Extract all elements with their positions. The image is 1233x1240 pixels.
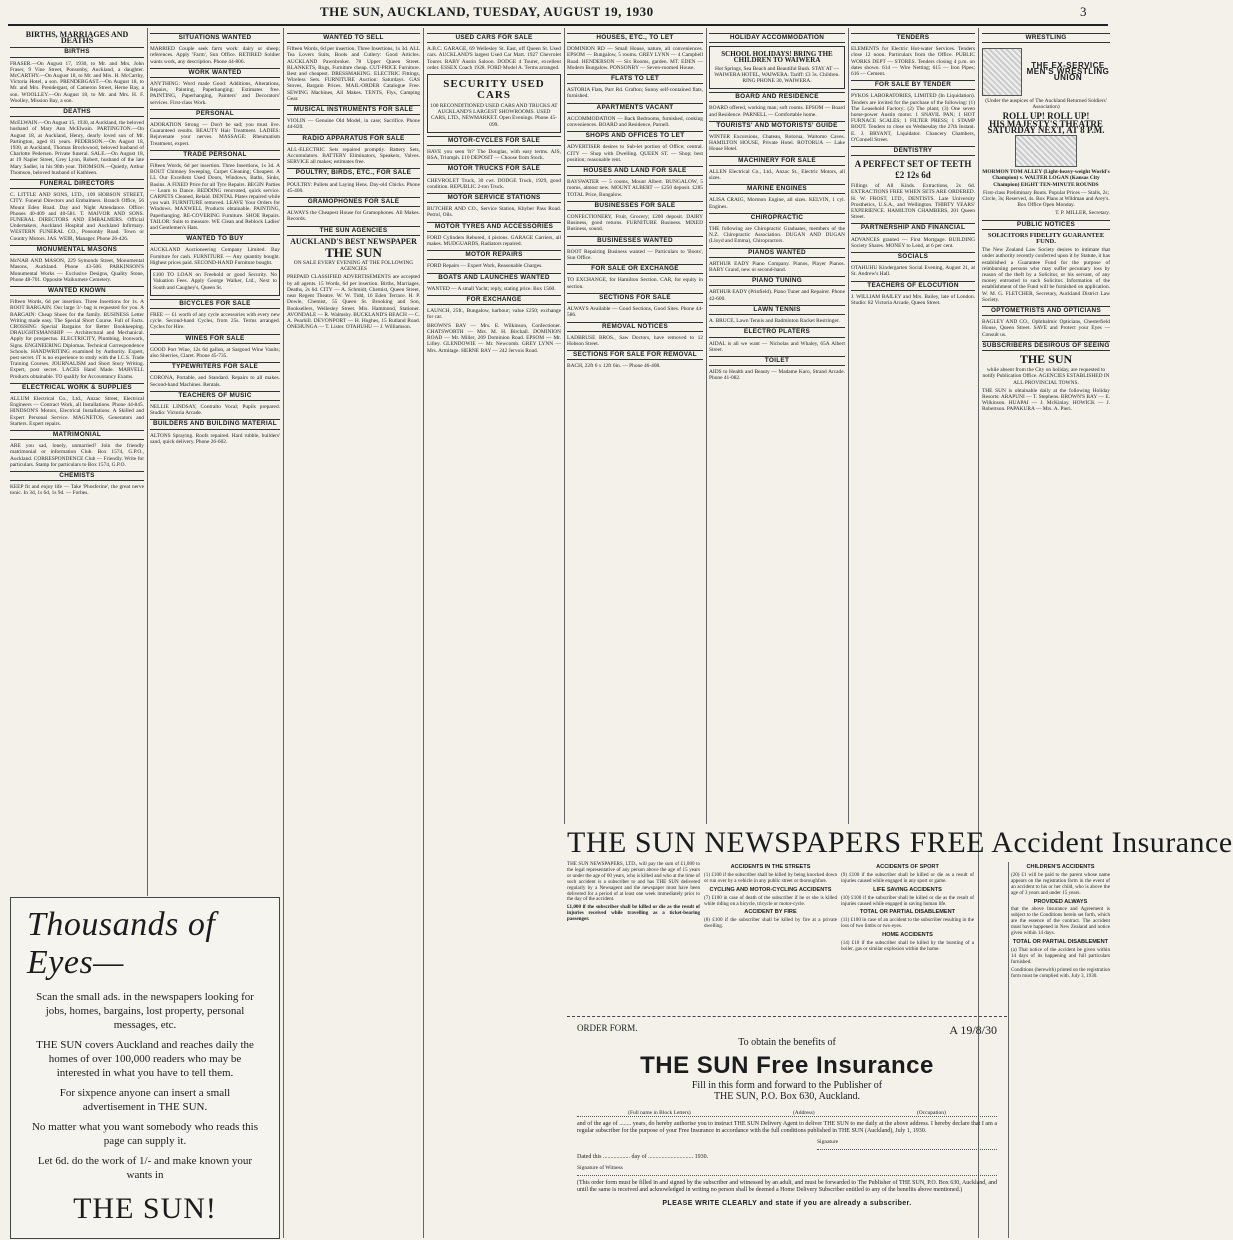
order-form-code: A 19/8/30 bbox=[949, 1023, 997, 1037]
wrestlers-photo bbox=[1015, 135, 1077, 167]
section-heading: MARINE ENGINES bbox=[709, 184, 845, 194]
section-heading: FOR EXCHANGE bbox=[427, 295, 561, 305]
chemists-text: KEEP fit and enjoy life — Take 'Phosferine', the great nerve tonic. In 3d, 1s 6d, 1s 9d. — Forbes. bbox=[10, 484, 144, 497]
witness-label: Signature of Witness bbox=[577, 1165, 623, 1171]
section-heading: CHIROPRACTIC bbox=[709, 213, 845, 223]
section-heading: FUNERAL DIRECTORS bbox=[10, 179, 144, 189]
insurance-amount: £1,000 if the subscriber shall be killed or die as the result of injuries received while travelling as a ticket-bearing passenger. bbox=[567, 904, 700, 923]
section-heading: REMOVAL NOTICES bbox=[567, 322, 703, 332]
trade-personal-text: Fifteen Words, 6d per insertion. Three Insertions, 1s 3d. A BOUT Chimney Sweeping, Carpet Cleaning; Cheapest. A LL Our Excellent Used Doors, Windows, Baths, Sinks, Basins. A FIXED Price for all Tyre Repairs. BEGIN Parties — Learn to Dance. BEDDING renovated, quick service. CARPETS Cleaned, Relaid. DENTAL Plates repaired while you wait. FURNITURE removed. LEAVE Your Orders for Windows. MAXWELL Products obtainable. PAINTING, Paperhanging. RE-COVERING Furniture. SHOE Repairs. TAILOR: Suits to measure. WE Clean and Reblock Ladies' and Gentlemen's Hats. bbox=[150, 163, 280, 232]
away-text: while absent from the City on holiday, are requested to notify Publication Office. AGENCIES ESTABLISHED IN ALL PROVINCIAL TOWNS. bbox=[982, 367, 1110, 386]
insurance-col-3 bbox=[841, 862, 974, 1014]
section-heading: MATRIMONIAL bbox=[10, 430, 144, 440]
sun-logo: THE SUN bbox=[325, 245, 382, 261]
wrestler-illustration bbox=[982, 48, 1022, 96]
insurance-disablement: (a) That notice of the accident be given within 14 days of its happening and full particulars furnished. bbox=[1011, 946, 1110, 965]
section-heading: ELECTRICAL WORK & SUPPLIES bbox=[10, 383, 144, 393]
section-heading: MOTOR-CYCLES FOR SALE bbox=[427, 136, 561, 146]
eyes-ad-p2: THE SUN covers Auckland and reaches daily the homes of over 100,000 readers who may be interested in what you have to tell them. bbox=[36, 1039, 254, 1079]
wanted-known-text: Fifteen Words, 6d per insertion. Three Insertions for 1s. A BOOT BARGAIN. Our large 3/- bag is requested for you. A BARGAIN: Cheap Shoes for the family. BUSINESS Letter Writing made easy. The Special Short Course. Full of Facts. CROSSING Special Bargains for Better Bookkeeping. DRAUGHTSMANSHIP — Architectural and Mechanical. Apply for prospectus. ELECTRICITY, Plumbing, Ironwork, Signs. ENGINEERING Diplomas. Technical Correspondence Schools. HANDWRITING examined by Authority. Expert, post secret. IT is no experience to study with the I.C.S. Trade Training Courses. JOURNALISM and Short Story Writing. Expert, post secret. LACES Hand Made. MARVELL Products obtainable. TO qualify for Accountancy Exams. bbox=[10, 299, 144, 380]
union-subtitle: (Under the auspices of The Auckland Returned Soldiers' Association) bbox=[985, 98, 1107, 111]
section-heading: FOR SALE BY TENDER bbox=[851, 80, 975, 90]
gramophones-text: ALWAYS the Cheapest House for Gramophones. All Makes. Records. bbox=[287, 210, 420, 223]
column-used-cars bbox=[427, 30, 561, 1235]
wrestling-ad bbox=[982, 46, 1110, 216]
column-divider bbox=[564, 28, 565, 824]
section-heading: RADIO APPARATUS FOR SALE bbox=[287, 134, 420, 144]
column-divider bbox=[706, 28, 707, 824]
boats-text: WANTED — A small Yacht; reply, stating price. Box 1560. bbox=[427, 285, 556, 292]
name-field-hint: (Full name in Block Letters) bbox=[628, 1110, 691, 1116]
insurance-lifesaving: (10) £100 if the subscriber shall be killed or die as the result of injuries caused while engaged in saving human life. bbox=[841, 894, 974, 907]
section-heading: TRADE PERSONAL bbox=[150, 150, 280, 160]
section-heading: SUBSCRIBERS DESIROUS OF SEEING bbox=[982, 341, 1110, 351]
waiwera-title: SCHOOL HOLIDAYS! BRING THE CHILDREN TO WAIWERA bbox=[721, 50, 833, 65]
insurance-subheading: ACCIDENTS IN THE STREETS bbox=[730, 864, 811, 870]
insurance-cycling: (7) £100 in case of death of the subscriber if he or she is killed while riding on a bicycle, tricycle or motor-cycle. bbox=[704, 894, 837, 907]
section-heading: MOTOR SERVICE STATIONS bbox=[427, 193, 561, 203]
section-heading: SITUATIONS WANTED bbox=[150, 33, 280, 43]
section-heading: WORK WANTED bbox=[150, 68, 280, 78]
pianos-text: ARTHUR EADY Piano Company. Pianos, Player Pianos. BABY Grand, new or second-hand. bbox=[709, 260, 845, 274]
houses-let-text: DOMINION RD — Small House, nature, all conveniences. EPSOM — Bungalow, 5 rooms. GREY LYNN — 4 Campbell Road. HENDERSON — Six Rooms, garden. MT. EDEN — Modern Bungalow. PONSONBY — Seven-roomed House. bbox=[567, 46, 703, 71]
building-text: ALTONS Spraying. Roofs repaired. Hard rubble, builders' sand, quick delivery. Phone 26-602. bbox=[150, 432, 280, 445]
section-heading: FOR SALE OR EXCHANGE bbox=[567, 264, 703, 274]
order-form-lead: To obtain the benefits of bbox=[738, 1037, 836, 1048]
order-form-footnote: (This order form must be filled in and signed by the subscriber and witnessed by an adult, and must be forwarded to The Publisher of THE SUN, P.O. Box 630, Auckland, and until the same is received and acknowledged in writing no person shall be deemed a Home Delivery Subscriber entitled to any of the benefits above mentioned.) bbox=[577, 1180, 997, 1193]
sections-text: ALWAYS Available — Good Sections, Good Sites. Phone 44-586. bbox=[567, 306, 703, 319]
order-form-header bbox=[567, 1023, 1007, 1037]
finance-ad-text: £100 TO LOAN on Freehold or good Security. No Valuation Fees. Apply George Walker, Ltd., Next to South and Caughey's, Queen St. bbox=[153, 272, 277, 291]
wines-text: GOOD Port Wine, 12s 6d gallon, at Sargood Wine Vaults; also Sherries, Claret. Phone 45-735. bbox=[150, 346, 280, 359]
flats-text: ASTORIA Flats, Parr Rd. Grafton; Sunny self-contained flats, furnished. bbox=[567, 87, 703, 100]
section-heading: MOTOR TYRES AND ACCESSORIES bbox=[427, 222, 561, 232]
eyes-ad-sun: THE SUN! bbox=[73, 1192, 217, 1225]
tourist-text: WINTER Excursions, Chateau, Rotorua, Waitomo Caves. HAMILTON HOUSE, Private Hotel. ROTORUA — Lake House Hotel. bbox=[709, 134, 845, 153]
electro-text: AIDAL is all we want — Nicholas and Whaley, 65A Albert Street. bbox=[709, 340, 845, 353]
every-evening-text: ON SALE EVERY EVENING AT THE FOLLOWING AGENCIES bbox=[293, 260, 414, 273]
insurance-col-4 bbox=[1011, 862, 1110, 1238]
section-heading: PARTNERSHIP AND FINANCIAL bbox=[851, 223, 975, 233]
section-heading: MOTOR REPAIRS bbox=[427, 250, 561, 260]
exchange-text: LAUNCH, 25ft., Bungalow, harbour; value £250; exchange for car. bbox=[427, 308, 561, 321]
notices-title: SOLICITORS FIDELITY GUARANTEE FUND. bbox=[987, 231, 1105, 246]
partnership-text: ADVANCES granted — First Mortgage. BUILDING Society Shares. MONEY to Lend, at 6 per cent. bbox=[851, 236, 975, 249]
roll-up: ROLL UP! ROLL UP! bbox=[1002, 110, 1090, 121]
musical-text: VIOLIN — Genuine Old Model, in case; Sacrifice. Phone 44-820. bbox=[287, 118, 420, 131]
insurance-streets: (1) £100 if the subscriber shall be killed by being knocked down or run over by a vehicle in any public street or thoroughfare. bbox=[704, 871, 837, 884]
section-heading: PIANO TUNING bbox=[709, 276, 845, 286]
section-heading: TENDERS bbox=[851, 33, 975, 43]
eyes-ad-p4: No matter what you want somebody who reads this page can supply it. bbox=[31, 1121, 259, 1147]
teachers-text: NELLIE LINDSAY, Contralto Vocal; Pupils prepared. Studio: Victoria Arcade. bbox=[150, 403, 280, 417]
radio-text: ALL-ELECTRIC Sets repaired promptly. Battery Sets, Accumulators. BATTERY Eliminators, Speakers, Valves. SERVICE all makes; estimates free. bbox=[287, 146, 420, 166]
typewriters-text: CORONA, Portable, and Standard. Repairs to all makes. Second-hand Machines. Rentals. bbox=[150, 375, 280, 388]
section-heading: THE SUN AGENCIES bbox=[287, 226, 420, 236]
trucks-text: CHEVROLET Truck, 30 cwt. DODGE Truck, 1929, good condition. REPUBLIC 2-ton Truck. bbox=[427, 177, 561, 190]
section-heading: HOLIDAY ACCOMMODATION bbox=[709, 33, 845, 43]
sale-tender-text: PYKOS LABORATORIES, LIMITED (In Liquidation). Tenders are invited for the purchase of the following: (1) The Leasehold Factory; (2) The plant; (3) One seven horse-power Austin motor. 1 SNAVIL PAN; 1 HOT FURNACE SCALES; 1 FILTER PRESS; 1 STAMP BOOT. Tenders to close on Wednesday the 27th Instant. E. J. BRYANT, Liquidator. Chancery Chambers, O'Connell Street. bbox=[851, 93, 975, 143]
order-form-sub2: THE SUN, P.O. Box 630, Auckland. bbox=[713, 1091, 861, 1102]
column-holiday bbox=[709, 30, 845, 822]
insurance-banner bbox=[567, 826, 1233, 859]
section-heading: BOARD AND RESIDENCE bbox=[709, 92, 845, 102]
newspaper-masthead-title: THE SUN, AUCKLAND, TUESDAY, AUGUST 19, 1930 bbox=[320, 4, 654, 19]
column-divider bbox=[848, 28, 849, 824]
section-heading: LAWN TENNIS bbox=[709, 305, 845, 315]
signature-field[interactable] bbox=[817, 1139, 997, 1150]
order-form-body: and of the age of ........ years, do hereby authorise you to instruct THE SUN Delivery Agent to deliver THE SUN to me daily at the above address. I hereby declare that I am a regular subscriber for the purpose of your Free Insurance in accordance with the full conditions published in THE SUN (Auckland), July 1, 1930. bbox=[577, 1121, 997, 1134]
removal-sale-text: BACH, 22ft 6 x 12ft 6in. — Phone 46-408. bbox=[567, 363, 661, 370]
section-heading: MOTOR TRUCKS FOR SALE bbox=[427, 164, 561, 174]
order-form-warning: PLEASE WRITE CLEARLY and state if you are already a subscriber. bbox=[662, 1200, 912, 1207]
births-text: FRASER.—On August 17, 1930, to Mr. and Mrs. John Fraser, 9 Vine Street, Ponsonby, Auckland, a daughter. McCARTHY.—On August 18, to Mr. and Mrs. H. McCarthy, Victoria Hotel, a son. PRENDERGAST.—On August 18, to Mr. and Mrs. Prendergast, of Cameron Street, Herne Bay, a son. WOOLLEY.—On August 18, to Mr. and Mrs. H. F. Woolley, Mission Bay, a son. bbox=[10, 60, 144, 104]
thousands-of-eyes-ad bbox=[10, 897, 280, 1239]
theatre-date: HIS MAJESTY'S THEATRE SATURDAY NEXT, AT 8 P.M. bbox=[987, 118, 1105, 136]
column-wanted-to-sell bbox=[287, 30, 420, 1235]
insurance-subheading: HOME ACCIDENTS bbox=[882, 932, 933, 939]
section-heading: POULTRY, BIRDS, ETC., FOR SALE bbox=[287, 168, 420, 178]
section-heading: TEACHERS OF ELOCUTION bbox=[851, 281, 975, 291]
section-heading: WANTED KNOWN bbox=[10, 286, 144, 296]
situations-text: MARRIED Couple seek farm work: dairy or sheep; references. Apply 'Farm', Sun Office. RETIRED Soldier wants work, any description. Phone 44-806. bbox=[150, 46, 280, 65]
businesses-wanted-text: BOOT Repairing Business wanted — Particulars to 'Boots', Sun Office. bbox=[567, 248, 703, 262]
sun-name: THE SUN bbox=[1019, 352, 1073, 367]
bout-text: MORMON TOM ALLEY (Light-heavy-weight World's Champion) v. WALTER LOGAN (Kansas City Champion) EIGHT TEN-MINUTE ROUNDS bbox=[982, 169, 1110, 188]
waiwera-ad bbox=[709, 46, 845, 89]
finance-ad bbox=[150, 269, 280, 296]
holiday-resorts-text: THE SUN is obtainable daily at the following Holiday Resorts: ARAPUNI — T. Stephens. BROWN'S BAY — E. Wilkinson. HUAPAI — J. McKinlay. HOWICK — J. Robertson. PAPAKURA — Mrs. A. Pieri. bbox=[982, 387, 1110, 413]
section-heading: SECTIONS FOR SALE FOR REMOVAL bbox=[567, 350, 703, 360]
personal-text: ADORATION Strong — Don't be sad; you must live. Guaranteed results. BEAUTY Hair Treatment. LADIES: Rejuvenate your nerves. MASSAGE: Rheumatism Treatment, expert. bbox=[150, 122, 280, 147]
section-heading: WANTED TO SELL bbox=[287, 33, 420, 43]
insurance-total: (11) £100 in case of an accident to the subscriber resulting in the loss of two limbs or two eyes. bbox=[841, 917, 974, 930]
section-heading: OPTOMETRISTS AND OPTICIANS bbox=[982, 306, 1110, 316]
section-heading: MACHINERY FOR SALE bbox=[709, 156, 845, 166]
section-heading: BIRTHS bbox=[10, 47, 144, 57]
lawn-tennis-text: A. BRUCE, Lawn Tennis and Badminton Racket Restringer. bbox=[709, 318, 840, 325]
column-tenders bbox=[851, 30, 975, 822]
section-heading: PERSONAL bbox=[150, 109, 280, 119]
socials-text: OTAHUHU Kindergarten Social Evening, August 21, at St. Andrew's Hall. bbox=[851, 265, 975, 278]
section-heading: BUSINESSES FOR SALE bbox=[567, 201, 703, 211]
elocution-text: J. WILLIAM BAILEY and Mrs. Bailey, late of London. Studio: 82 Victoria Arcade, Queen Street. bbox=[851, 293, 975, 307]
section-heading: MUSICAL INSTRUMENTS FOR SALE bbox=[287, 105, 420, 115]
occupation-field-hint: (Occupation) bbox=[916, 1110, 946, 1116]
section-heading: TEACHERS OF MUSIC bbox=[150, 391, 280, 401]
section-heading: BUILDERS AND BUILDING MATERIAL bbox=[150, 419, 280, 429]
best-newspaper-heading: AUCKLAND'S BEST NEWSPAPER bbox=[290, 236, 417, 246]
for-exchange-text: TO EXCHANGE, for Hamilton Section. CAR, for equity in section. bbox=[567, 277, 703, 290]
column-divider bbox=[283, 28, 284, 1238]
section-heading: USED CARS FOR SALE bbox=[427, 33, 561, 43]
eyes-ad-p1: Scan the small ads. in the newspapers looking for jobs, homes, bargains, lost property, personal messages, etc. bbox=[36, 991, 254, 1031]
board-text: BOARD offered, working man; soft rooms. EPSOM — Board and Residence. PARNELL — Comfortable home. bbox=[709, 105, 845, 118]
work-wanted-text: ANYTHING: Word made Good: Additions, Alterations, Repairs, Painting, Paperhanging; Estimates free. PAINTING, Paperhanging, Painters' and Decorators' services. First-class Work. bbox=[150, 81, 280, 106]
section-heading: DENTISTRY bbox=[851, 146, 975, 156]
insurance-home: (14) £10 if the subscriber shall be killed by the bursting of a boiler, gas or similar explosion within the home. bbox=[841, 940, 974, 952]
insurance-subheading: PROVIDED ALWAYS bbox=[1033, 898, 1088, 905]
section-heading: BICYCLES FOR SALE bbox=[150, 299, 280, 309]
poultry-text: POULTRY: Pullets and Laying Hens. Day-old Chicks. Phone 45-400. bbox=[287, 181, 420, 194]
column-situations bbox=[150, 30, 280, 894]
insurance-subheading: TOTAL OR PARTIAL DISABLEMENT bbox=[859, 909, 956, 916]
section-heading: HOUSES, ETC., TO LET bbox=[567, 33, 703, 43]
column-births-marriages bbox=[10, 30, 144, 894]
insurance-subheading: LIFE SAVING ACCIDENTS bbox=[873, 886, 942, 893]
section-heading: SOCIALS bbox=[851, 252, 975, 262]
section-heading: GRAMOPHONES FOR SALE bbox=[287, 197, 420, 207]
section-heading: CHEMISTS bbox=[10, 471, 144, 481]
piano-tuning-text: ARTHUR EADY (Prinfield). Piano Tuner and Repairer. Phone 42-600. bbox=[709, 289, 845, 302]
insurance-subheading: TOTAL OR PARTIAL DISABLEMENT bbox=[1012, 938, 1109, 945]
toilet-text: AIDS to Health and Beauty — Madame Karo, Strand Arcade. Phone 41-082. bbox=[709, 369, 845, 382]
section-heading: TOILET bbox=[709, 356, 845, 366]
eyes-ad-title: Thousands of Eyes— bbox=[27, 906, 216, 981]
insurance-subheading: ACCIDENT BY FIRE bbox=[744, 909, 797, 916]
optometrists-text: BAGLEY AND CO., Ophthalmic Opticians, Chesterfield House, Queen Street. SAVE and Protect your Eyes — Consult us. bbox=[982, 319, 1110, 338]
section-heading: BUSINESSES WANTED bbox=[567, 236, 703, 246]
wanted-to-buy-text: AUCKLAND Auctioneering Company Limited. Buy Furniture for cash. FURNITURE — Any quantity bought. Highest prices paid. SECOND-HAND Furniture bought. bbox=[150, 247, 280, 266]
businesses-text: CONFECTIONERY, Fruit, Grocery; £200 deposit. DAIRY Business, good returns. FURNITURE Business. MIXED Business, sound. bbox=[567, 214, 703, 233]
order-form-sub1: Fill in this form and forward to the Publisher of bbox=[691, 1080, 883, 1091]
bicycles-text: FREE — £1 worth of any cycle accessories with every new cycle. Second-hand Cycles, from 25s. Terms arranged. Cycles for Hire. bbox=[150, 311, 280, 331]
ex-service-title: THE EX-SERVICE MEN'S WRESTLING UNION bbox=[1026, 60, 1110, 83]
section-heading: MONUMENTAL MASONS bbox=[10, 245, 144, 255]
column-divider bbox=[147, 28, 148, 896]
removal-text: LADBRUSE BROS., Saw Doctors, have removed to 12 Hobson Street. bbox=[567, 334, 703, 347]
security-cars-title: SECURITY USED CARS bbox=[443, 78, 545, 102]
section-heading: PUBLIC NOTICES bbox=[982, 220, 1110, 230]
insurance-intro: THE SUN NEWSPAPERS, LTD., will pay the sum of £1,000 to the legal representative of any person above the age of 15 years or under the age of 60 years, who is killed and who at the time of such accident is a subscriber to and has THE SUN delivered regularly by a Newsagent and the newspaper must have been delivered for a period of at least one week immediately prior to the day of the accident. bbox=[567, 861, 700, 903]
funeral-directors-text: C. LITTLE AND SONS, LTD., 109 HOBSON STREET, CITY. Funeral Directors and Embalmers. Branch Office, 56 Mount Eden Road. Day and Night Attendance. Office: Phones 40-409 and 40-581. T. MAIVOR AND SONS. FUNERAL DIRECTORS AND EMBALMERS. Official Undertakers, Auckland Hospital and Auckland Infirmary. WESTERN FUNERAL CO., Ponsonby Road. Town or Country Motors. JAS. WEIR, Manager. Phone 26-426. bbox=[10, 192, 144, 242]
section-heading: FLATS TO LET bbox=[567, 74, 703, 84]
tenders-text: ELEMENTS for Electric Hot-water Services. Tenders close 12 noon. Particulars from the Office. PUBLIC WORKS DEPT — STORES. Tenders closing 4 p.m. on dates shown. 614 — Wire Netting; 615 — Iron Pipes; 616 — Cement. bbox=[851, 46, 975, 78]
signature-label: Signature bbox=[817, 1139, 839, 1145]
eyes-ad-p5: Let 6d. do the work of 1/- and make known your wants in bbox=[37, 1155, 253, 1181]
monumental-masons-text: McNAB AND MASON, 229 Symonds Street, Monumental Masons, Auckland. Phone 43-506. PARKINSON'S Monumental Works — Exclusive Designs, Quality Stone, Phone 48-701. Opposite Waikumete Cemetery. bbox=[10, 258, 144, 283]
section-heading: DEATHS bbox=[10, 107, 144, 117]
section-heading: SHOPS AND OFFICES TO LET bbox=[567, 131, 703, 141]
column-houses bbox=[567, 30, 703, 822]
masthead bbox=[0, 0, 1114, 22]
section-heading: BOATS AND LAUNCHES WANTED bbox=[427, 273, 561, 283]
land-text: BAYSWATER — 5 rooms, Mount Albert. BUNGALOW, 5 rooms, almost new. MOUNT ALBERT — £250 deposit. £285 TOTAL Price, Bungalow. bbox=[567, 179, 703, 198]
security-cars-ad bbox=[427, 74, 561, 133]
tyres-text: FORD Cylinders Rebored, 4 pistons. GARAGE Carriers, all makes. MUDGUARDS, Radiators repaired. bbox=[427, 234, 561, 248]
apartments-text: ACCOMMODATION — Back Bedrooms, furnished, cooking conveniences. BOARD and Residence, Parnell. bbox=[567, 115, 703, 129]
secretary-text: T. P. MILLER, Secretary. bbox=[1055, 210, 1110, 217]
section-heading: PIANOS WANTED bbox=[709, 248, 845, 258]
section-heading: TOURISTS' AND MOTORISTS' GUIDE bbox=[709, 121, 845, 131]
order-form-title: THE SUN Free Insurance bbox=[640, 1052, 934, 1079]
wanted-to-sell-text: Fifteen Words, 6d per insertion. Three Insertions, 1s 3d. ALL Tea Lovers Suits, Boots and Cutlery: Good Articles. AUCKLAND Pawnbroker. 78 Upper Queen Street. BLANKETS, Rugs, Furniture cheap. CUT-PRICE Furniture. Best and cheapest. DRESSMAKING. ELECTRIC Fittings, Wireless Sets. FURNITURE Auction: Saturdays. GAS Stoves, Bargain Prices. MAIL-ORDER Catalogue Free. SEWING Machines, All Makes. TENTS, Flys, Camping Gear. bbox=[287, 46, 420, 102]
repairs-text: FORD Repairs — Expert Work, Reasonable Charges. bbox=[427, 263, 543, 270]
section-heading: APARTMENTS VACANT bbox=[567, 103, 703, 113]
insurance-fire: (8) £100 if the subscriber shall be killed by fire at a private dwelling. bbox=[704, 917, 837, 930]
dentistry-text: Fillings of All Kinds. Extractions, 2s 6d. EXTRACTIONS FREE WHEN SETS ARE ORDERED. H. W. FROST, LTD., DENTISTS. Late University Prosthetics, U.S.A., and Wellington. THIRTY YEARS' EXPERIENCE. HAMILTON CHAMBERS, 201 Queen Street. bbox=[851, 183, 975, 221]
section-heading: WRESTLING bbox=[982, 33, 1110, 43]
marine-text: ALISA CRAIG, Mormon Engine, all sizes. KELVIN, 1 cyl. Engines. bbox=[709, 197, 845, 210]
insurance-subheading: CYCLING AND MOTOR-CYCLING ACCIDENTS bbox=[709, 886, 832, 893]
insurance-provided: that the above Insurance and Agreement is subject to the Conditions herein set forth, which are the essence of the contract. The accident must have happened in New Zealand and notice given within 14 days. bbox=[1011, 906, 1110, 937]
machinery-text: ALLEN Electrical Co., Ltd., Anzac St., Electric Motors, all sizes. bbox=[709, 168, 845, 182]
order-form-label: ORDER FORM. bbox=[577, 1023, 638, 1033]
name-address-field[interactable] bbox=[577, 1106, 997, 1117]
dentistry-ad-title: A PERFECT SET OF TEETH £2 12s 6d bbox=[854, 159, 972, 181]
prices-text: First-class Preliminary Bouts. Popular Prices — Stalls, 2s; Circle, 3s; Reserved, 4s. Box Plans at Wildman and Arey's. Box Office Open Monday. bbox=[982, 189, 1110, 209]
agencies-continued: BROWN'S BAY — Mrs. E. Wilkinson, Confectioner. CHATSWORTH — Mrs. M. H. Birchall. DOMINION ROAD — Mr. Miller, 209 Dominion Road. EPSOM — Mr. Lilley. GLENDOWIE — Mr. Newcomb. GREY LYNN — Mrs. Armitage. HERNE BAY — 242 Jervois Road. bbox=[427, 322, 561, 354]
deaths-text: McELWAIN.—On August 15, 1930, at Auckland, the beloved husband of Mary Ann McElwain. PARTINGTON.—On August 18, at Auckland, Henry, dearly loved son of Mr. Partington, aged 81 years. PEDERSON.—On August 18, 1930, at Auckland, Thomas Brockwood, beloved husband of Charlotte Pedersen. Private funeral. SALE.—On August 18, at 19 Napier Street, Grey Lynn, Robert, husband of the late Mary Sadler, in his 90th year. THOMSON.—Quietly, Arthur Thomson, beloved husband of Kathleen. bbox=[10, 120, 144, 176]
section-heading: WINES FOR SALE bbox=[150, 334, 280, 344]
insurance-order-form bbox=[567, 1016, 1007, 1239]
insurance-banner-title: THE SUN NEWSPAPERS FREE Accident Insurance bbox=[567, 826, 1233, 859]
section-heading: ELECTRO PLATERS bbox=[709, 327, 845, 337]
section-heading: BIRTHS, MARRIAGES AND DEATHS bbox=[25, 30, 129, 46]
dated-field: Dated this .................. day of .............................. 1930. bbox=[577, 1154, 709, 1160]
section-heading: HOUSES AND LAND FOR SALE bbox=[567, 166, 703, 176]
insurance-subheading: CHILDREN'S ACCIDENTS bbox=[1026, 864, 1095, 870]
insurance-subheading: ACCIDENTS OF SPORT bbox=[876, 864, 939, 870]
chiropractic-text: THE following are Chiropractic Graduates, members of the N.Z. Chiropractic Association. DUGAN AND DUGAN (Lloyd and Emma), Chiropractors. bbox=[709, 226, 845, 245]
shops-text: ADVERTISER desires to Sub-let portion of Office; central. CITY — Shop with Dwelling. QUEEN ST. — Shop; best position; reasonable rent. bbox=[567, 144, 703, 163]
insurance-sport: (9) £100 if the subscriber shall be killed or die as a result of injuries caused while engaged in any sport or game. bbox=[841, 871, 974, 884]
electrical-text: ALLUM Electrical Co., Ltd., Anzac Street, Electrical Engineers — Contract Work, all Installations. Phone 44-845. HINDSON'S Motors, Electrical Installations. A Skilled and Expert Personal Service. MAGNETOS, Generators and Starters. Expert repairs. bbox=[10, 395, 144, 427]
address-field-hint: (Address) bbox=[792, 1110, 815, 1116]
security-cars-sub: 100 RECONDITIONED USED CARS AND TRUCKS AT AUCKLAND'S LARGEST SHOWROOMS. USED CARS, LTD., NEWMARKET. Open Evenings. Phone 45-099. bbox=[430, 103, 558, 128]
agencies-list: PREPAID CLASSIFIED ADVERTISEMENTS are accepted by all agents. 15 Words, 6d per insertion. Births, Marriages, Deaths, 2s 6d. CITY — A. Schmidt, Chemist, Queen Street, near Regent Theatre. W. W. Tidd, 16 Eden Terrace. H. P. Dowle, Chemist, 55 Queen St. Brooking and Son, Booksellers, Wellesley Street. Mrs. Hammond, Stationer. AVONDALE — R. Walmsby. BUCKLAND'S BEACH — C. A. Pearhill. DEVONPORT — H. Hughes, 15 Rutland Road. ONEHUNGA — T. Lister. OTAHUHU — J. Williamson. bbox=[287, 274, 420, 331]
column-divider bbox=[423, 28, 424, 1238]
notices-text: The New Zealand Law Society desires to intimate that under authority recently conferred upon it by Statute, it has established a Guarantee Fund for the purpose of reimbursing persons who may suffer pecuniary loss by reason of the theft by a Solicitor, or his servant, of any money entrusted to such Solicitor. Information of the establishment of the Fund will be furnished on application. W. M. G. FLETCHER, Secretary, Auckland District Law Society. bbox=[982, 247, 1110, 303]
section-heading: TYPEWRITERS FOR SALE bbox=[150, 362, 280, 372]
used-cars-text: A.B.C. GARAGE, 69 Wellesley St. East, off Queen St. Used cars. AUCKLAND'S largest Used Car Mart. 1927 Chevrolet Tourer. BABY Austin Saloon. DODGE 4 Tourer, excellent order. ESSEX Coach 1928. FORD Model A. Terms arranged. bbox=[427, 46, 561, 71]
insurance-conditions: Conditions (herewith) printed on the registration form must be complied with. July 3, 1930. bbox=[1011, 966, 1110, 979]
column-divider bbox=[1008, 862, 1009, 1238]
motorcycles-text: HAVE you seen 'It?' The Douglas, with easy terms. AJS, BSA, Triumph. £10 DEPOSIT — Choose from Stock. bbox=[427, 149, 561, 162]
service-text: BUTCHER AND CO., Service Station, Khyber Pass Road. Petrol, Oils. bbox=[427, 206, 561, 219]
section-heading: SECTIONS FOR SALE bbox=[567, 293, 703, 303]
eyes-ad-p3: For sixpence anyone can insert a small advertisement in THE SUN. bbox=[59, 1087, 231, 1113]
matrimonial-text: ARE you sad, lonely, unmarried? Join the friendly matrimonial or information Club. Box 1574, G.P.O., Auckland. CORRESPONDENCE Club — Friendly. Write for particulars. Stamp for particulars to Box 1574, G.P.O. bbox=[10, 443, 144, 468]
insurance-col-1 bbox=[567, 862, 700, 1014]
witness-field[interactable] bbox=[577, 1165, 997, 1176]
masthead-rule bbox=[8, 24, 1108, 26]
insurance-children: (20) £1 will be paid to the parent whose name appears on the registration form in the event of an accident to his or her child, who is above the age of 3 years and under 15 years. bbox=[1011, 871, 1110, 896]
section-heading: WANTED TO BUY bbox=[150, 234, 280, 244]
page-number: 3 bbox=[1080, 4, 1087, 19]
waiwera-text: Hot Springs, Sea Beach and Beautiful Bush. STAY AT — WAIWERA HOTEL, WAIWERA. Tariff: £3 3s. Children. RING PHONE 30, WAIWERA. bbox=[714, 65, 840, 85]
insurance-col-2 bbox=[704, 862, 837, 1014]
